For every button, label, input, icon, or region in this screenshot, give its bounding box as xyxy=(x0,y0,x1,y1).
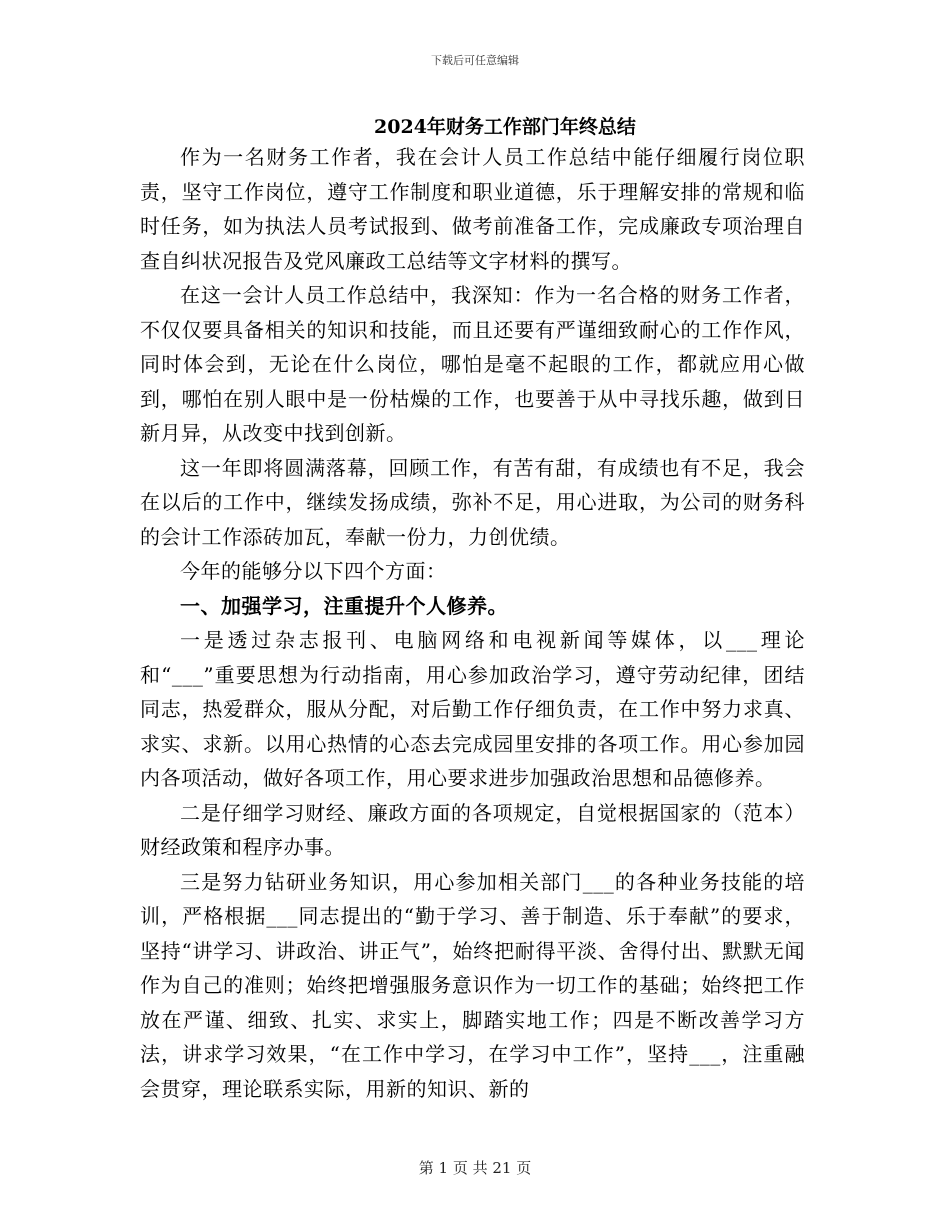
paragraph: 二是仔细学习财经、廉政方面的各项规定，自觉根据国家的（范本）财经政策和程序办事。 xyxy=(140,800,805,859)
paragraph: 今年的能够分以下四个方面： xyxy=(180,559,447,583)
page-header-note: 下载后可任意编辑 xyxy=(431,54,519,67)
document-title: 2024年财务工作部门年终总结 xyxy=(374,116,636,138)
paragraph: 一是透过杂志报刊、电脑网络和电视新闻等媒体，以___理论和“___”重要思想为行动指南，用心参加政治学习，遵守劳动纪律，团结同志，热爱群众，服从分配，对后勤工作仔细负责，在工作中努力求真、求实、求新。以用心热情的心态去完成园里安排的各项工作。用心参加园内各项活动，做好各项工作，用心要求进步加强政治思想和品德修养。 xyxy=(140,628,805,790)
section-heading: 一、加强学习，注重提升个人修养。 xyxy=(180,593,508,618)
paragraph: 作为一名财务工作者，我在会计人员工作总结中能仔细履行岗位职责，坚守工作岗位，遵守工作制度和职业道德，乐于理解安排的常规和临时任务，如为执法人员考试报到、做考前准备工作，完成廉政专项治理自查自纠状况报告及党风廉政工总结等文字材料的撰写。 xyxy=(140,145,805,273)
paragraph: 这一年即将圆满落幕，回顾工作，有苦有甜，有成绩也有不足，我会在以后的工作中，继续发扬成绩，弥补不足，用心进取，为公司的财务科的会计工作添砖加瓦，奉献一份力，力创优绩。 xyxy=(140,455,805,549)
page-number: 第 1 页 共 21 页 xyxy=(418,1159,532,1177)
document-body xyxy=(140,140,805,1106)
paragraph: 三是努力钻研业务知识，用心参加相关部门___的各种业务技能的培训，严格根据___同志提出的“勤于学习、善于制造、乐于奉献”的要求，坚持“讲学习、讲政治、讲正气”，始终把耐得平淡、舍得付出、默默无闻作为自己的准则；始终把增强服务意识作为一切工作的基础；始终把工作放在严谨、细致、扎实、求实上，脚踏实地工作；四是不断改善学习方法，讲求学习效果，“在工作中学习，在学习中工作”，坚持___，注重融会贯穿，理论联系实际，用新的知识、新的 xyxy=(140,869,805,1101)
paragraph: 在这一会计人员工作总结中，我深知：作为一名合格的财务工作者，不仅仅要具备相关的知识和技能，而且还要有严谨细致耐心的工作作风，同时体会到，无论在什么岗位，哪怕是毫不起眼的工作，都就应用心做到，哪怕在别人眼中是一份枯燥的工作，也要善于从中寻找乐趣，做到日新月异，从改变中找到创新。 xyxy=(140,283,805,445)
